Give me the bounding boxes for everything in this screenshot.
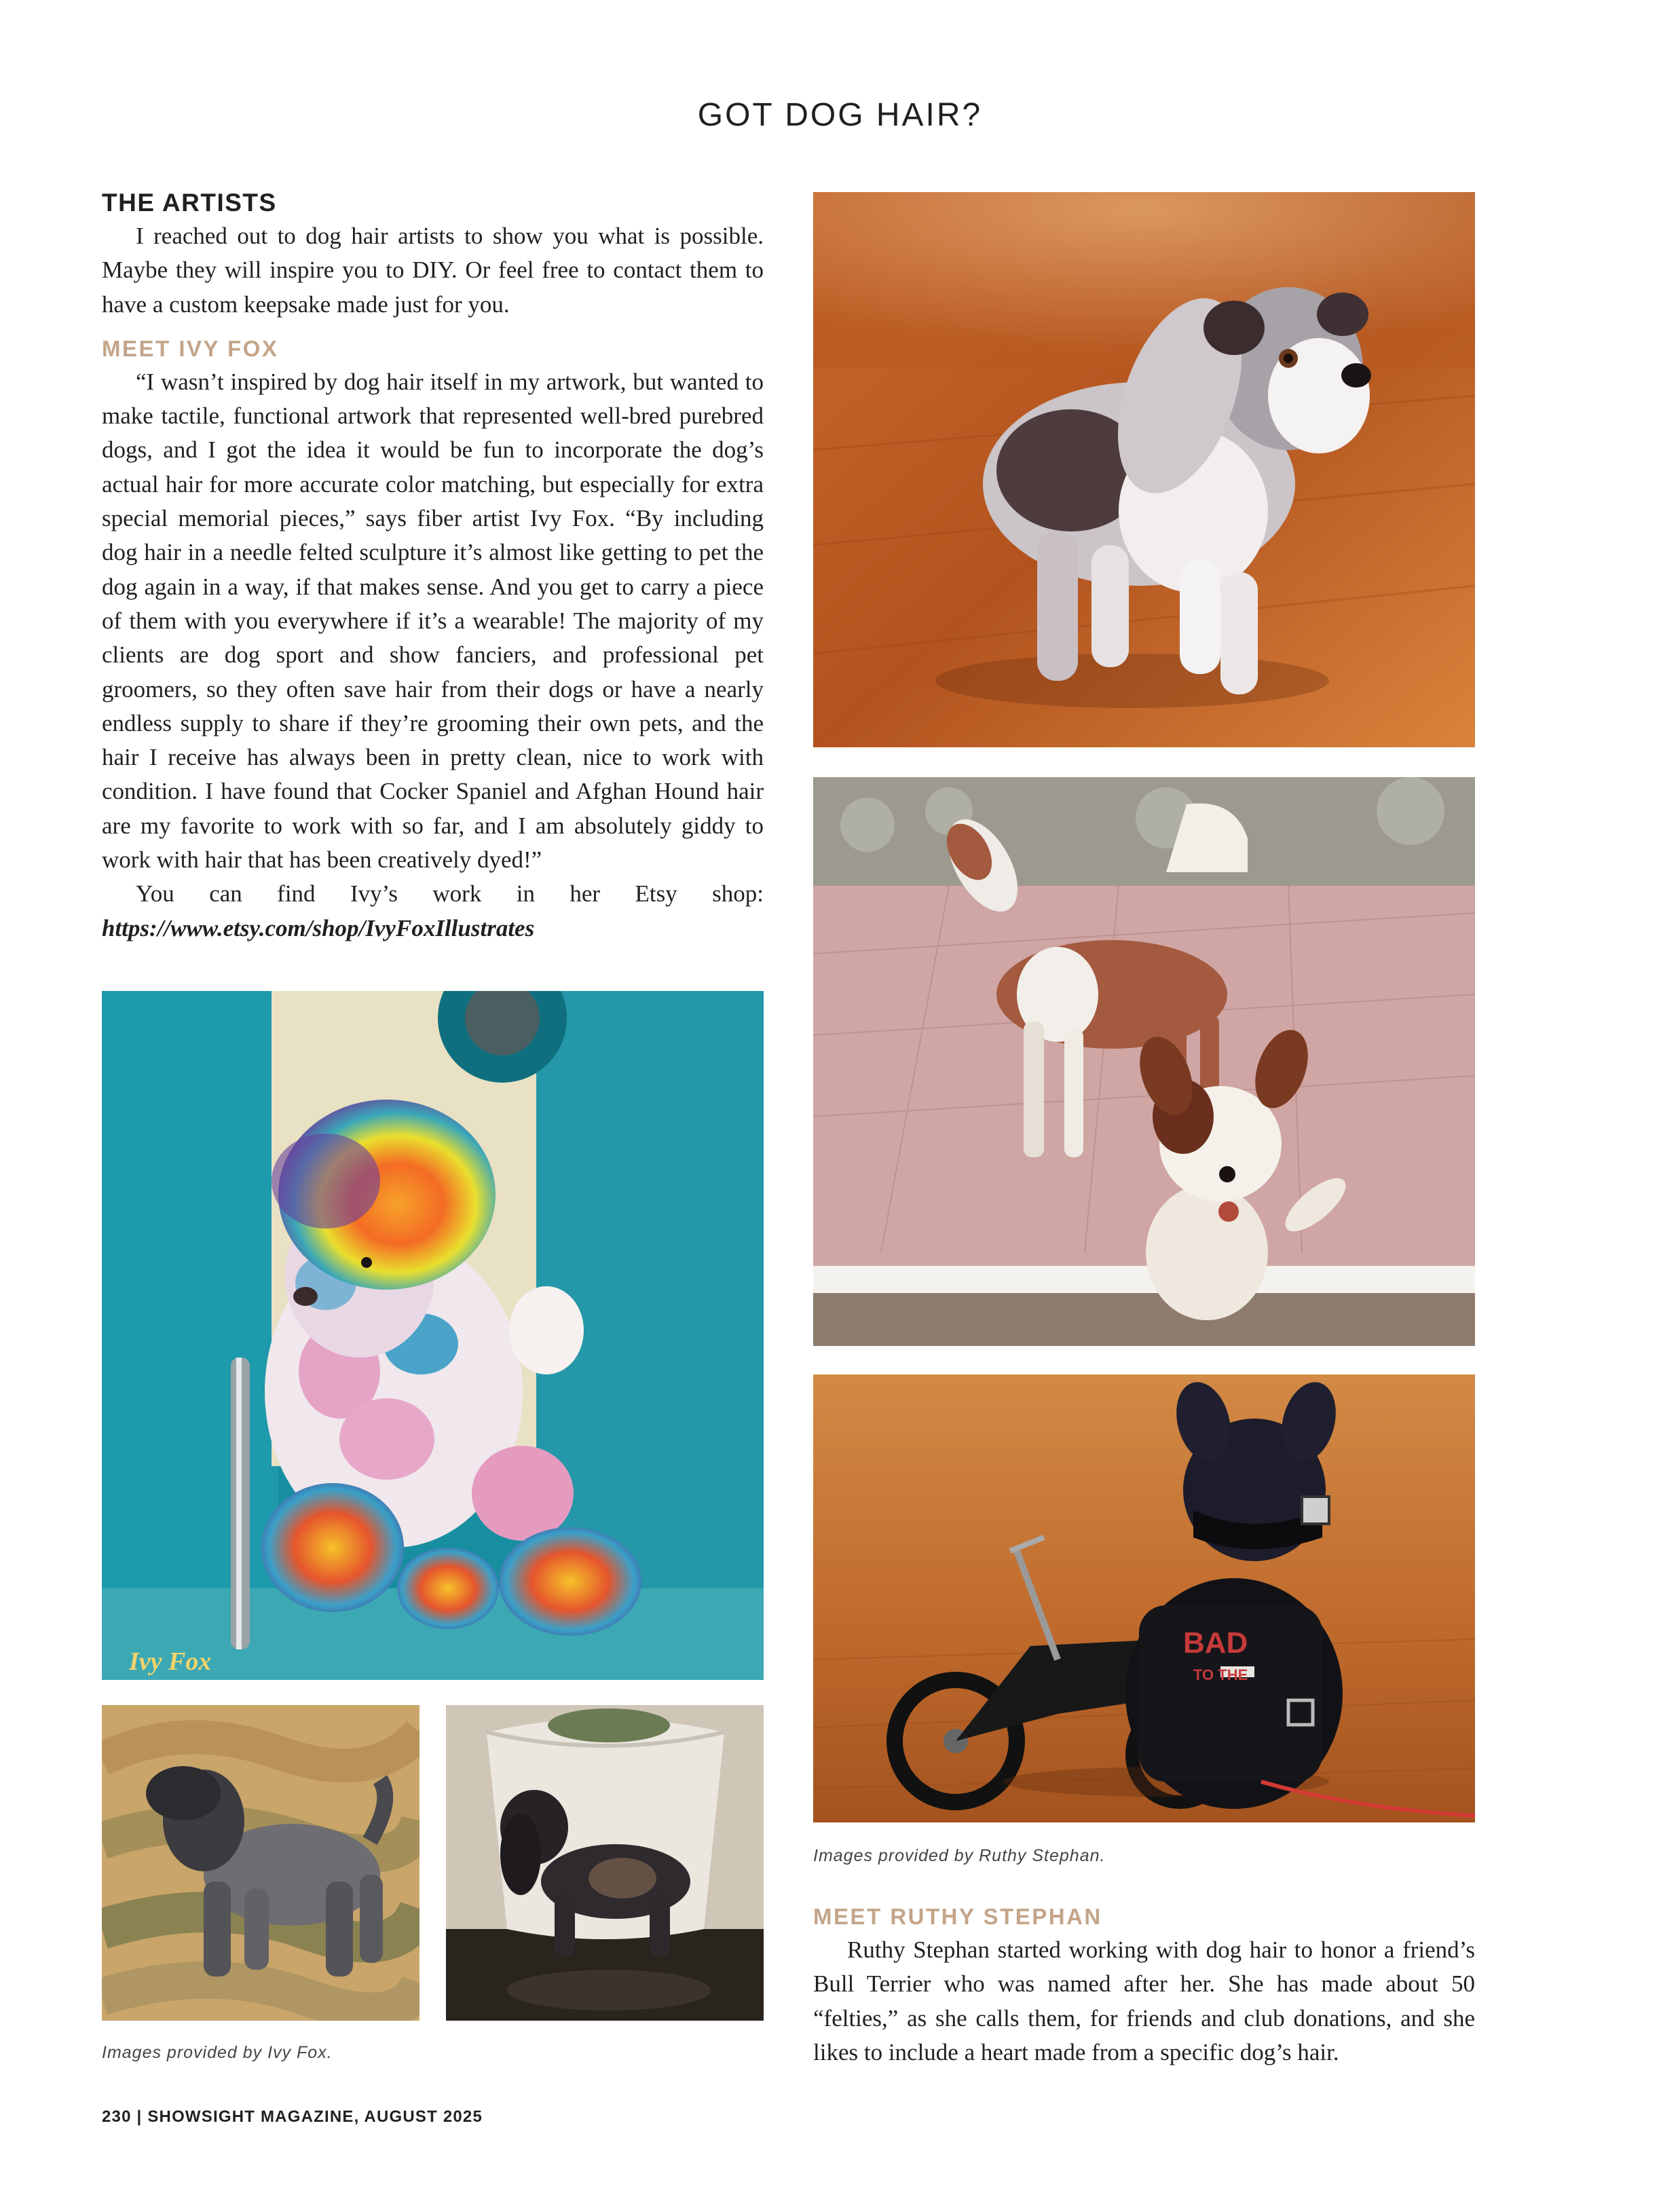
left-column [102, 187, 764, 946]
photo-felted-aussie [813, 192, 1475, 747]
subheading-meet-ivy-fox: MEET IVY FOX [102, 335, 279, 361]
jacket-text-bad: BAD [1183, 1626, 1248, 1660]
ivy-fox-watermark: Ivy Fox [129, 1647, 212, 1676]
publication-name: SHOWSIGHT MAGAZINE, AUGUST 2025 [147, 2108, 483, 2126]
biker-dog-illustration [813, 1374, 1475, 1822]
etsy-shop-link[interactable]: https://www.etsy.com/shop/IvyFoxIllustrates [102, 914, 535, 941]
page-folio [102, 2108, 483, 2127]
ivy-fox-photo-caption: Images provided by Ivy Fox. [102, 2043, 333, 2062]
running-head: GOT DOG HAIR? [697, 97, 983, 133]
bull-terrier-illustration [813, 777, 1475, 1346]
subheading-meet-ruthy-stephan: MEET RUTHY STEPHAN [813, 1904, 1102, 1929]
section-heading-artists: THE ARTISTS [102, 189, 277, 217]
ivy-fox-shop-paragraph [102, 877, 764, 946]
artists-intro-paragraph: I reached out to dog hair artists to show you what is possible. Maybe they will inspire you to DIY. Or feel free to contact them to have a custom keepsake made just for you. [102, 223, 764, 318]
photo-felted-biker-dog [813, 1374, 1475, 1822]
page-number: 230 [102, 2108, 132, 2126]
jacket-text-to-the: TO THE [1193, 1666, 1248, 1683]
shop-text: You can find Ivy’s work in her Etsy shop: [136, 880, 764, 908]
photo-felted-cocker-spaniel [446, 1705, 764, 2021]
ruthy-stephan-photo-caption: Images provided by Ruthy Stephan. [813, 1846, 1106, 1865]
folio-separator: | [136, 2108, 143, 2126]
photo-felted-kerry-blue [102, 1705, 419, 2021]
kerry-blue-illustration [102, 1705, 419, 2021]
photo-rainbow-poodle [102, 991, 764, 1680]
photo-felted-bull-terrier [813, 777, 1475, 1346]
ivy-fox-quote-paragraph: “I wasn’t inspired by dog hair itself in my artwork, but wanted to make tactile, functional artwork that represented well-bred purebred dogs, and I got the idea it would be fun to incorporate the dog’s actual hair for more accurate color matching, but especially for extra special memorial pieces,” says fiber artist Ivy Fox. “By including dog hair in a needle felted sculpture it’s almost like getting to pet the dog again in a way, if that makes sense. And you get to carry a piece of them with you everywhere if it’s a wearable! The majority of my clients are dog sport and show fanciers, and professional pet groomers, so they often save hair from their dogs or have a nearly endless supply to share if they’re grooming their own pets, and the hair I receive has always been in pretty clean, nice to work with condition. I have found that Cocker Spaniel and Afghan Hound hair are my favorite to work with so far, and I am absolutely giddy to work with hair that has been creatively dyed!” [102, 368, 764, 874]
rainbow-poodle-illustration [102, 991, 764, 1680]
ruthy-stephan-paragraph: Ruthy Stephan started working with dog hair to honor a friend’s Bull Terrier who was named after her. She has made about 50 “felties,” as she calls them, for friends and club donations, and she likes to include a heart made from a specific dog’s hair. [813, 1937, 1475, 2065]
aussie-illustration [813, 192, 1475, 747]
cocker-spaniel-illustration [446, 1705, 764, 2021]
ruthy-stephan-section [813, 1901, 1475, 2070]
